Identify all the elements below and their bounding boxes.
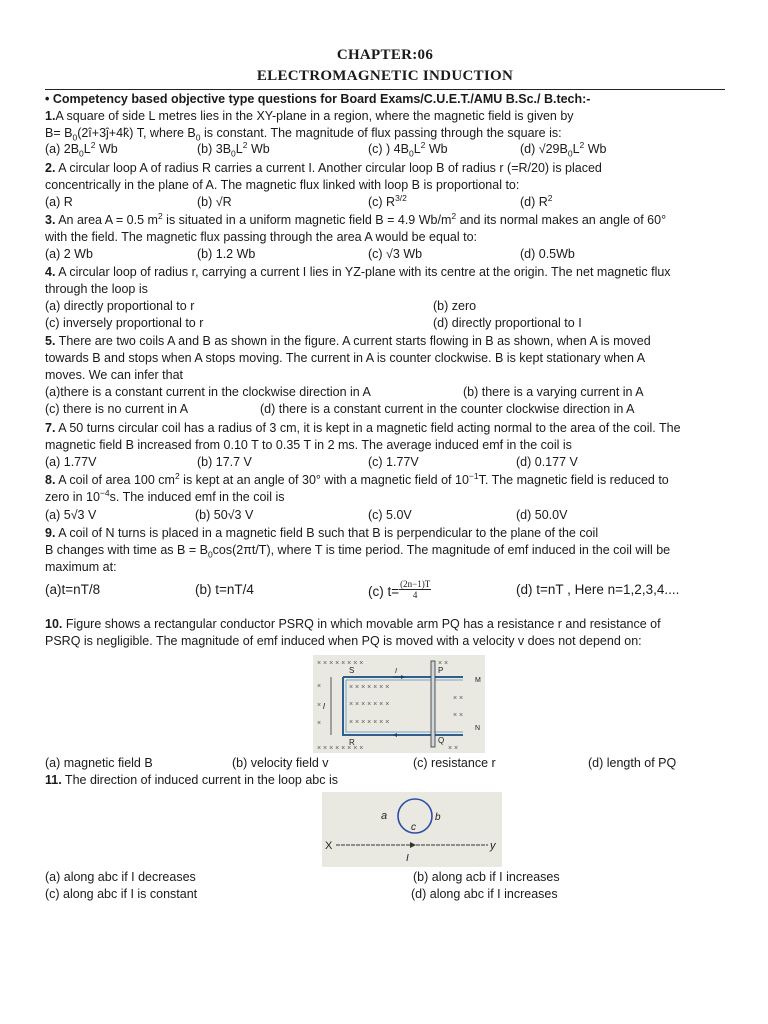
q7-option-c: (c) 1.77V xyxy=(368,455,419,469)
fig11-label-c: c xyxy=(411,822,416,833)
q11-option-c: (c) along abc if I is constant xyxy=(45,887,198,901)
fig11-label-i: I xyxy=(406,853,409,864)
fig10-label-n: N xyxy=(475,725,481,732)
fig10-label-q: Q xyxy=(438,736,445,745)
q8-line2: zero in $10^{-4}s$. The induced emf in the coil is xyxy=(45,487,285,504)
q1-option-a: (a) $2B_0L^2$ Wb xyxy=(45,139,118,159)
q7-option-a: (a) 1.77V xyxy=(45,455,97,469)
svg-text:× × × × × × ×: × × × × × × × xyxy=(349,701,390,708)
q3-option-c: (c) √3 Wb xyxy=(368,247,423,261)
q9-option-a: (a)t=nT/8 xyxy=(45,582,101,597)
q9-line1: 9. A coil of N turns is placed in a magnetic field B such that B is perpendicular to the plane of the coil xyxy=(45,526,599,540)
fig11-label-b: b xyxy=(435,812,441,823)
q4-line2: through the loop is xyxy=(45,282,148,296)
svg-text:× × × × × × × ×: × × × × × × × × xyxy=(317,745,364,752)
q1-option-d: (d) $√29B_0L^2$ Wb xyxy=(520,139,607,159)
q2-option-b: (b) √R xyxy=(197,195,232,209)
svg-text:× ×: × × xyxy=(453,695,464,702)
q5-option-b: (b) there is a varying current in A xyxy=(463,385,644,399)
svg-text:× × × × × × ×: × × × × × × × xyxy=(349,719,390,726)
loop-wire-diagram xyxy=(322,792,502,867)
q4-option-d: (d) directly proportional to I xyxy=(433,316,582,330)
q2-option-a: (a) R xyxy=(45,195,73,209)
svg-text:× × × × × × ×: × × × × × × × xyxy=(349,684,390,691)
q11-figure xyxy=(322,792,502,867)
q11-option-a: (a) along abc if I decreases xyxy=(45,870,196,884)
q4-option-a: (a) directly proportional to r xyxy=(45,299,195,313)
q5-option-d: (d) there is a constant current in the counter clockwise direction in A xyxy=(260,402,635,416)
fig10-label-i: I xyxy=(395,668,397,675)
q10-option-d: (d) length of PQ xyxy=(588,756,677,770)
fig11-label-x: X xyxy=(325,840,333,852)
q10-option-c: (c) resistance r xyxy=(413,756,496,770)
q8-option-d: (d) 50.0V xyxy=(516,508,568,522)
q9-option-d: (d) t=nT , Here n=1,2,3,4.... xyxy=(516,582,680,597)
q10-figure xyxy=(313,655,485,753)
q3-option-d: (d) 0.5Wb xyxy=(520,247,575,261)
q8-line1: 8. A coil of area 100 $cm^2$ is kept at an angle of 30° with a magnetic field of $10^{-1}T$. The magnetic field is reduced to xyxy=(45,470,669,487)
q2-line2: concentrically in the plane of A. The magnetic flux linked with loop B is proportional to: xyxy=(45,178,520,192)
fig10-label-r: R xyxy=(349,738,355,747)
q11-option-d: (d) along abc if I increases xyxy=(411,887,558,901)
q2-option-d: (d) $R^2$ xyxy=(520,192,553,209)
svg-text:× ×: × × xyxy=(448,745,459,752)
q1-line2: $B= B_0(2î+3ĵ+4k̂)$ T, where $B_0$ is constant. The magnitude of flux passing through the square is: xyxy=(45,126,562,143)
q2-option-c: (c) $R^{3/2}$ xyxy=(368,192,407,209)
q7-line2: magnetic field B increased from 0.10 T to 0.35 T in 2 ms. The average induced emf in the coil is xyxy=(45,438,572,452)
q4-option-c: (c) inversely proportional to r xyxy=(45,316,204,330)
svg-text:× ×: × × xyxy=(438,660,449,667)
fig11-label-a: a xyxy=(381,810,388,822)
q8-option-a: (a) 5√3 V xyxy=(45,508,97,522)
q4-line1: 4. A circular loop of radius r, carrying a current I lies in YZ-plane with its centre at the origin. The net magnetic flux xyxy=(45,265,671,279)
q5-line2: towards B and stops when A stops moving. The current in A is counter clockwise. B is kept stationary when A xyxy=(45,351,646,365)
chapter-number: CHAPTER:06 xyxy=(336,47,434,63)
q1-option-c: (c) ) $4B_0L^2$ Wb xyxy=(368,139,448,159)
q10-option-a: (a) magnetic field B xyxy=(45,756,153,770)
q3-option-a: (a) 2 Wb xyxy=(45,247,93,261)
q5-line3: moves. We can infer that xyxy=(45,368,184,382)
svg-text:×: × xyxy=(317,702,322,709)
svg-text:×: × xyxy=(317,683,322,690)
fig10-label-m: M xyxy=(475,677,481,684)
q3-line1: 3. An area A = 0.5 $m^2$ is situated in a uniform magnetic field B = 4.9 $Wb/m^2$ and its normal makes an angle of 60° xyxy=(45,210,667,227)
q5-line1: 5. There are two coils A and B as shown in the figure. A current starts flowing in B as shown, when A is moved xyxy=(45,334,651,348)
q7-option-b: (b) 17.7 V xyxy=(197,455,252,469)
q7-option-d: (d) 0.177 V xyxy=(516,455,578,469)
q9-option-c: (c) t= $\frac{(2n-1)T}{4}$ xyxy=(368,579,431,600)
q4-option-b: (b) zero xyxy=(433,299,477,313)
q10-option-b: (b) velocity field v xyxy=(232,756,329,770)
q8-option-c: (c) 5.0V xyxy=(368,508,412,522)
q3-option-b: (b) 1.2 Wb xyxy=(197,247,256,261)
q7-line1: 7. A 50 turns circular coil has a radius of 3 cm, it is kept in a magnetic field acting normal to the area of the coil. The xyxy=(45,421,681,435)
q10-line2: PSRQ is negligible. The magnitude of emf induced when PQ is moved with a velocity v does not depend on: xyxy=(45,634,642,648)
svg-text:×: × xyxy=(317,720,322,727)
fig11-label-y: y xyxy=(490,840,496,852)
fig10-label-s: S xyxy=(349,666,355,675)
fig10-label-p: P xyxy=(438,666,444,675)
q10-line1: 10. Figure shows a rectangular conductor PSRQ in which movable arm PQ has a resistance r and resistance of xyxy=(45,617,661,631)
q5-option-a: (a)there is a constant current in the clockwise direction in A xyxy=(45,385,371,399)
intro-heading: • Competency based objective type questions for Board Exams/C.U.E.T./AMU B.Sc./ B.tech:- xyxy=(45,92,591,106)
chapter-title: ELECTROMAGNETIC INDUCTION xyxy=(256,68,514,84)
title-rule xyxy=(45,89,725,90)
q3-line2: with the field. The magnetic flux passing through the area A would be equal to: xyxy=(45,230,477,244)
q11-option-b: (b) along acb if I increases xyxy=(413,870,560,884)
q9-line3: maximum at: xyxy=(45,560,117,574)
q9-fraction: $\frac{(2n-1)T}{4}$ xyxy=(400,579,431,600)
q9-option-b: (b) t=nT/4 xyxy=(195,582,254,597)
svg-text:× ×: × × xyxy=(453,712,464,719)
q5-option-c: (c) there is no current in A xyxy=(45,402,189,416)
q9-line2: B changes with time as $B = B_0\cos(2\pi t/T)$, where T is time period. The magnitude of emf induced in the coil will be xyxy=(45,543,671,560)
q1-line1: 1.A square of side L metres lies in the XY-plane in a region, where the magnetic field is given by xyxy=(45,109,574,123)
q11-line1: 11. The direction of induced current in the loop abc is xyxy=(45,773,339,787)
svg-text:× × × × × × × ×: × × × × × × × × xyxy=(317,660,364,667)
q1-option-b: (b) $3B_0L^2$ Wb xyxy=(197,139,270,159)
conductor-diagram xyxy=(313,655,485,753)
q8-option-b: (b) 50√3 V xyxy=(195,508,254,522)
fig10-label-l: l xyxy=(323,702,325,711)
q2-line1: 2. A circular loop A of radius R carries a current I. Another circular loop B of radius r (=R/20) is placed xyxy=(45,161,602,175)
